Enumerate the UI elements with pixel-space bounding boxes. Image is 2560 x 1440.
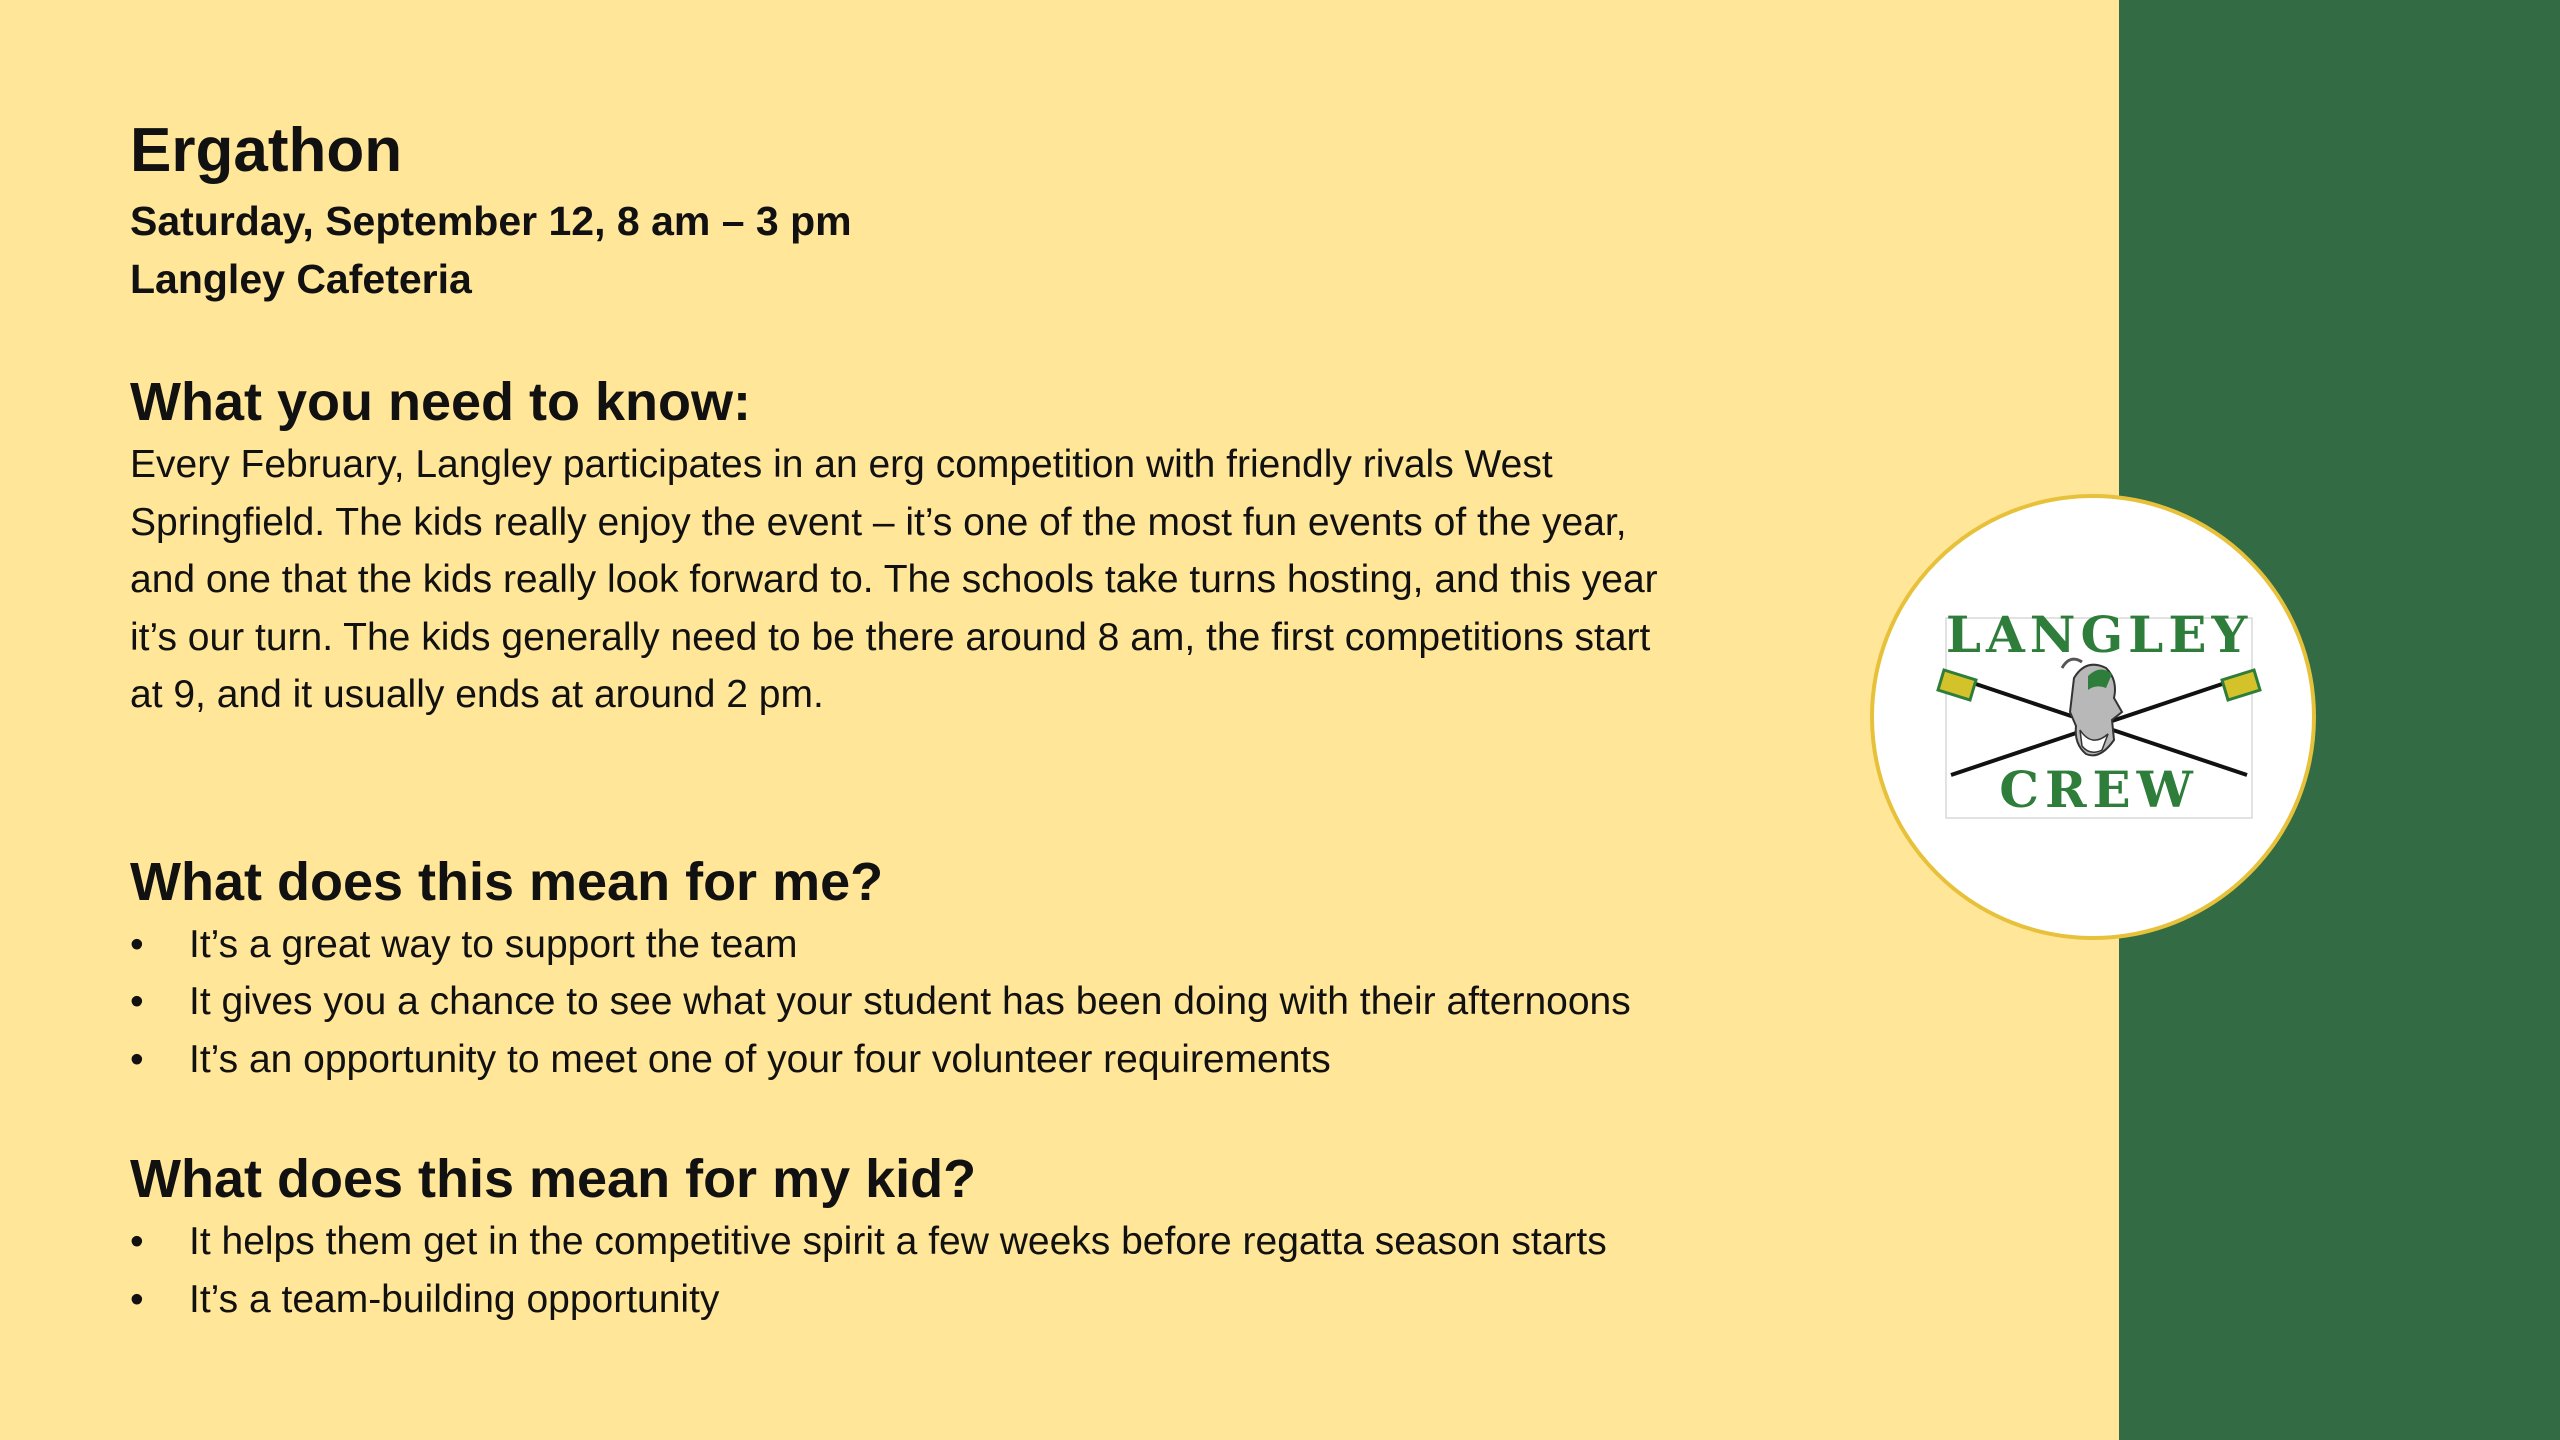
bullet-icon: •: [130, 922, 144, 966]
bullet-text: It’s an opportunity to meet one of your four volunteer requirements: [189, 1037, 1331, 1081]
bullet-item: [130, 1271, 1890, 1329]
heading-what-you-need-to-know: What you need to know:: [130, 372, 751, 432]
oar-blade-right-icon: [2222, 670, 2260, 700]
heading-what-does-this-mean-for-my-kid: What does this mean for my kid?: [130, 1149, 977, 1209]
bullet-text: It gives you a chance to see what your student has been doing with their afternoons: [189, 980, 1631, 1023]
know-line: and one that the kids really look forward to. The schools take turns hosting, and this year: [130, 558, 1658, 601]
bullet-icon: •: [130, 1220, 144, 1263]
slide-content: [130, 110, 1890, 1328]
bullet-icon: •: [130, 1277, 144, 1321]
kid-bullet-list: [130, 1213, 1890, 1328]
bullet-text: It’s a team-building opportunity: [189, 1277, 720, 1321]
bullet-item: [130, 916, 1890, 974]
spacer: [130, 1088, 1890, 1145]
bullet-item: [130, 1213, 1890, 1271]
logo-bottom-text: CREW: [1999, 760, 2199, 819]
heading-what-does-this-mean-for-me: What does this mean for me?: [130, 851, 884, 912]
langley-crew-logo: [1870, 494, 2316, 940]
logo-top-text: LANGLEY: [1945, 605, 2253, 664]
know-line: at 9, and it usually ends at around 2 pm.: [130, 673, 824, 716]
know-line: Springfield. The kids really enjoy the event – it’s one of the most fun events of the year,: [130, 500, 1627, 544]
know-line: Every February, Langley participates in an erg competition with friendly rivals West: [130, 443, 1553, 486]
event-datetime: Saturday, September 12, 8 am – 3 pm: [130, 198, 852, 244]
me-bullet-list: [130, 916, 1890, 1089]
spacer: [130, 724, 1890, 848]
logo-graphic: [1874, 498, 2312, 936]
event-location: Langley Cafeteria: [130, 256, 472, 302]
spacer: [130, 308, 1890, 368]
bullet-item: [130, 1031, 1890, 1089]
bullet-item: [130, 973, 1890, 1031]
bullet-icon: •: [130, 1037, 144, 1081]
bullet-text: It helps them get in the competitive spirit a few weeks before regatta season starts: [189, 1220, 1607, 1263]
know-line: it’s our turn. The kids generally need to be there around 8 am, the first competitions start: [130, 615, 1651, 659]
bullet-icon: •: [130, 980, 144, 1023]
bullet-text: It’s a great way to support the team: [189, 922, 798, 966]
oar-blade-left-icon: [1938, 670, 1976, 700]
know-paragraph: [130, 436, 1890, 724]
viking-head-icon: [2062, 659, 2122, 755]
event-title: Ergathon: [130, 116, 403, 185]
